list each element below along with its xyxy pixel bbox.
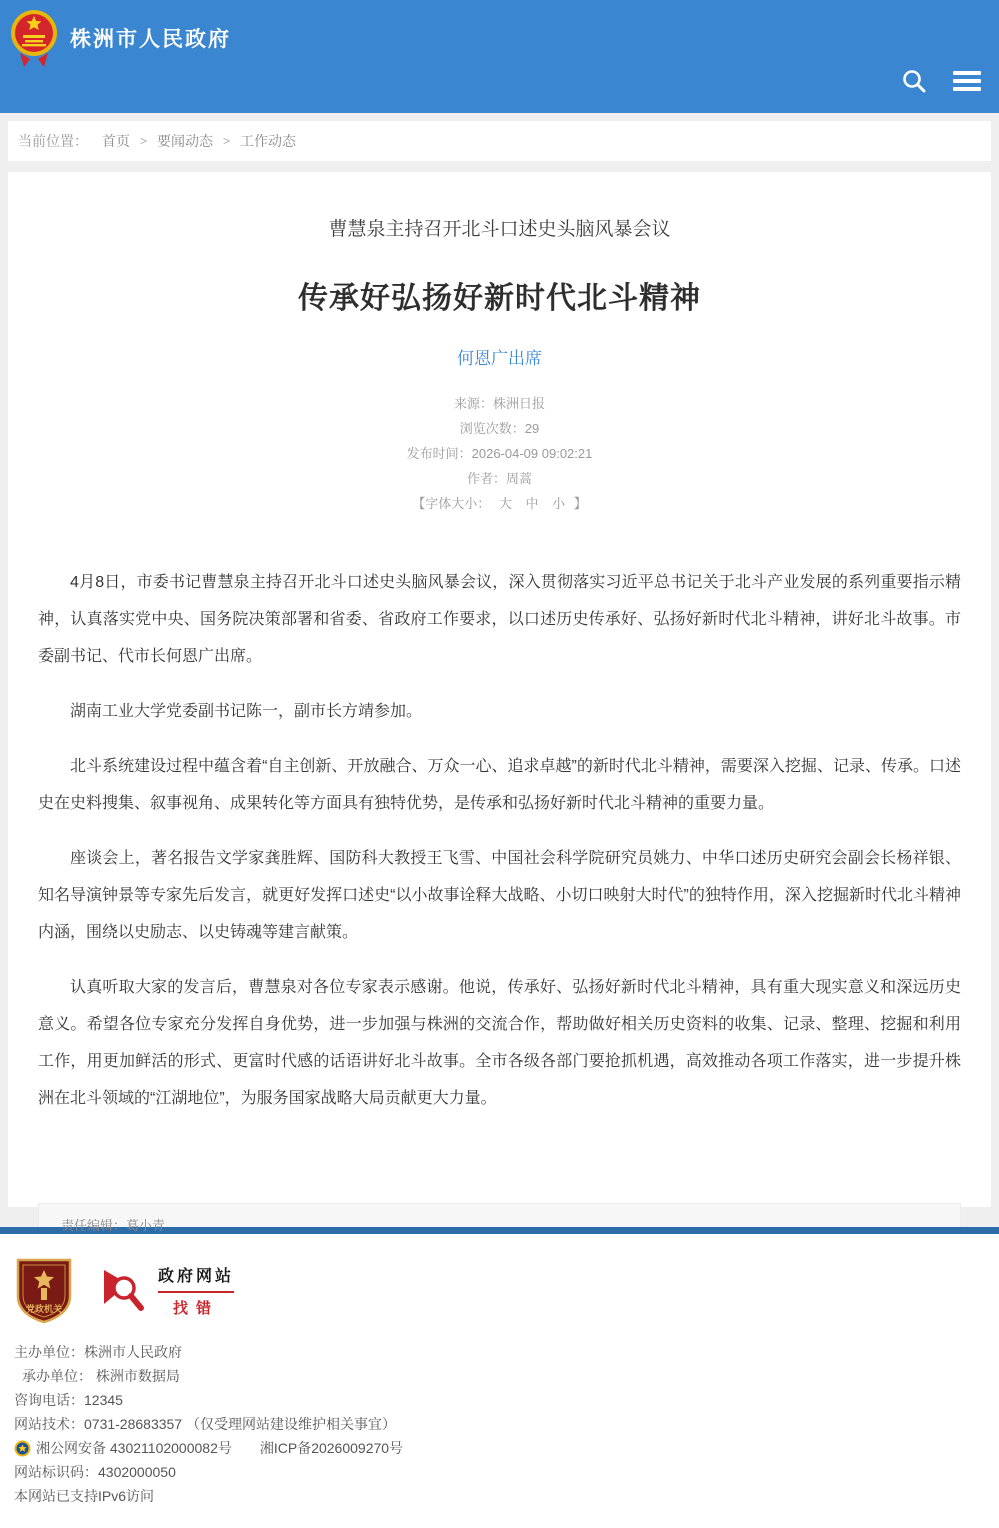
site-code-label: 网站标识码： xyxy=(14,1464,98,1480)
error-report-subtitle: 找错 xyxy=(173,1299,220,1317)
menu-icon[interactable] xyxy=(953,71,981,91)
author-label: 作者： xyxy=(466,471,506,486)
search-icon[interactable] xyxy=(901,68,927,94)
tech-value: 0731-28683357 （仅受理网站建设维护相关事宜） xyxy=(84,1416,396,1432)
article-paragraph: 4月8日，市委书记曹慧泉主持召开北斗口述史头脑风暴会议，深入贯彻落实习近平总书记关于北斗产业发展的系列重要指示精神，认真落实党中央、国务院决策部署和省委、省政府工作要求，以口述历史传承好、弘扬好新时代北斗精神，讲好北斗故事。市委副书记、代市长何恩广出席。 xyxy=(38,574,961,665)
article-card xyxy=(8,172,991,1233)
breadcrumb-label: 当前位置： xyxy=(18,133,88,149)
organizer-value: 株洲市数据局 xyxy=(95,1368,180,1384)
editor-label: 责任编辑： xyxy=(61,1218,127,1233)
error-report-title: 政府网站 xyxy=(158,1263,234,1293)
tech-label: 网站技术： xyxy=(14,1416,84,1432)
site-brand[interactable] xyxy=(10,7,231,69)
font-size-label: 【字体大小： xyxy=(412,496,491,511)
article-paragraph: 北斗系统建设过程中蕴含着“自主创新、开放融合、万众一心、追求卓越”的新时代北斗精神，需要深入挖掘、记录、传承。口述史在史料搜集、叙事视角、成果转化等方面具有独特优势，是传承和弘扬好新时代北斗精神的重要力量。 xyxy=(38,758,961,812)
article-subtitle: 何恩广出席 xyxy=(457,349,542,368)
national-emblem-logo xyxy=(10,7,58,69)
article-pre-title: 曹慧泉主持召开北斗口述史头脑风暴会议 xyxy=(328,219,671,240)
organizer-label: 承办单位： xyxy=(22,1368,92,1384)
police-beian-link[interactable]: 湘公网安备 43021102000082号 xyxy=(36,1440,232,1456)
author-value: 周蒿 xyxy=(506,471,533,486)
source-value: 株洲日报 xyxy=(493,396,546,411)
font-size-large-button[interactable]: 大 xyxy=(498,496,512,511)
phone-label: 咨询电话： xyxy=(14,1392,84,1408)
error-report-magnifier-icon xyxy=(102,1264,148,1316)
host-value: 株洲市人民政府 xyxy=(84,1344,182,1360)
gov-site-error-report-link[interactable] xyxy=(102,1263,234,1318)
party-government-badge-icon[interactable] xyxy=(14,1256,74,1324)
host-label: 主办单位： xyxy=(14,1344,84,1360)
font-size-label-end: 】 xyxy=(573,496,587,511)
font-size-medium-button[interactable]: 中 xyxy=(525,496,539,511)
publish-value: 2026-04-09 09:02:21 xyxy=(471,446,593,461)
breadcrumb-separator: > xyxy=(223,134,231,148)
font-size-small-button[interactable]: 小 xyxy=(552,496,566,511)
article-paragraph: 认真听取大家的发言后，曹慧泉对各位专家表示感谢。他说，传承好、弘扬好新时代北斗精神，具有重大现实意义和深远历史意义。希望各位专家充分发挥自身优势，进一步加强与株洲的交流合作，帮助做好相关历史资料的收集、记录、整理、挖掘和利用工作，用更加鲜活的形式、更富时代感的话语讲好北斗故事。全市各级各部门要抢抓机遇，高效推动各项工作落实，进一步提升株洲在北斗领域的“江湖地位”，为服务国家战略大局贡献更大力量。 xyxy=(38,979,961,1107)
breadcrumb xyxy=(8,121,991,161)
phone-value: 12345 xyxy=(84,1392,123,1408)
article-body xyxy=(38,564,961,1117)
icp-beian-link[interactable]: 湘ICP备2026009270号 xyxy=(259,1440,404,1456)
breadcrumb-news[interactable]: 要闻动态 xyxy=(157,133,214,149)
publish-label: 发布时间： xyxy=(406,446,472,461)
breadcrumb-separator: > xyxy=(140,134,148,148)
source-label: 来源： xyxy=(453,396,493,411)
site-header xyxy=(0,0,999,113)
editor-name: 葛小青 xyxy=(126,1218,166,1233)
site-title: 株洲市人民政府 xyxy=(70,28,231,51)
ipv6-note: 本网站已支持IPv6访问 xyxy=(14,1488,155,1504)
breadcrumb-current[interactable]: 工作动态 xyxy=(240,133,297,149)
views-label: 浏览次数： xyxy=(459,421,525,436)
police-badge-icon xyxy=(14,1440,31,1457)
article-paragraph: 座谈会上，著名报告文学家龚胜辉、国防科大教授王飞雪、中国社会科学院研究员姚力、中华口述历史研究会副会长杨祥银、知名导演钟景等专家先后发言，就更好发挥口述史“以小故事诠释大战略、小切口映射大时代”的独特作用，深入挖掘新时代北斗精神内涵，围绕以史励志、以史铸魂等建言献策。 xyxy=(38,850,961,941)
views-value: 29 xyxy=(524,421,540,436)
breadcrumb-home[interactable]: 首页 xyxy=(102,133,130,149)
site-code-value: 4302000050 xyxy=(98,1464,176,1480)
article-title: 传承好弘扬好新时代北斗精神 xyxy=(298,282,701,315)
svg-text:党政机关: 党政机关 xyxy=(25,1304,63,1314)
article-paragraph: 湖南工业大学党委副书记陈一，副市长方靖参加。 xyxy=(70,703,423,720)
article-meta xyxy=(38,391,961,516)
site-footer xyxy=(0,1234,999,1528)
